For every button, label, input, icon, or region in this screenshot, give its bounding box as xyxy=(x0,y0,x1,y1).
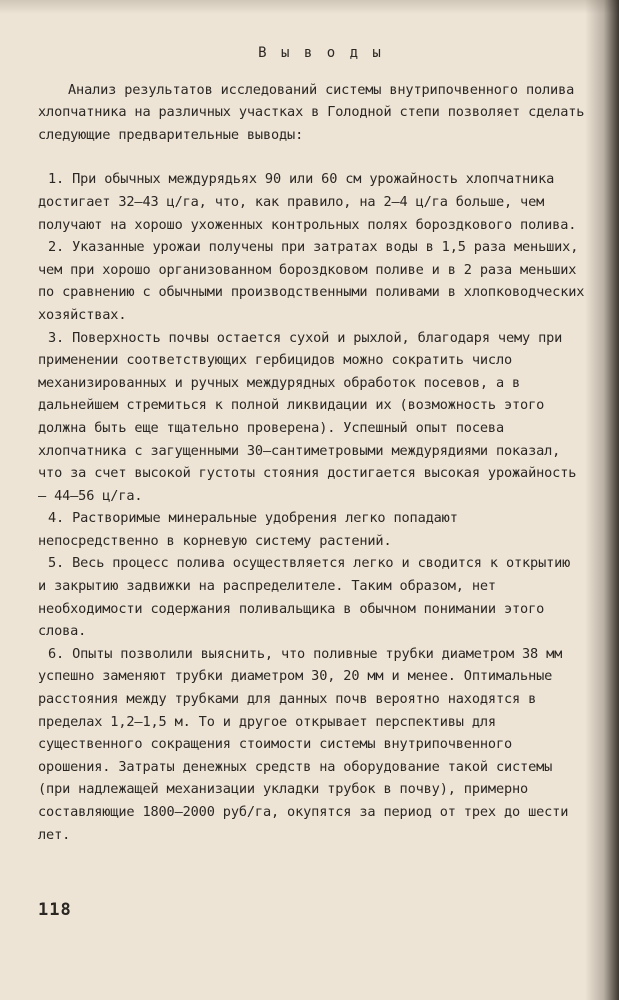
intro-paragraph: Анализ результатов исследований системы внутрипочвенного полива хлопчатника на различных участках в Голодной степи позволяет сделать следующие предварительные выводы: xyxy=(38,81,585,143)
paragraph-gap xyxy=(38,146,586,168)
conclusion-item-5: 5. Весь процесс полива осуществляется легко и сводится к открытию и закрытию задвижки на распределителе. Таким образом, нет необходимости содержания поливальщика в обычном понимании этого слова. xyxy=(38,555,571,640)
page-content xyxy=(38,42,586,846)
conclusion-item-4: 4. Растворимые минеральные удобрения легко попадают непосредственно в корневую систему растений. xyxy=(38,510,458,549)
page-title: В ы в о д ы xyxy=(258,45,384,61)
page-binding-shadow xyxy=(585,0,619,1000)
page-top-edge xyxy=(0,0,619,14)
conclusion-item-6: 6. Опыты позволили выяснить, что поливные трубки диаметром 38 мм успешно заменяют трубки диаметром 30, 20 мм и менее. Оптимальные расстояния между трубками для данных почв вероятно находятся в пределах 1,2–1,5 м. То и другое открывает перспективы для существенного сокращения стоимости системы внутрипочвенного орошения. Затраты денежных средств на оборудование такой системы (при надлежащей механизации укладки трубок в почву), примерно составляющие 1800–2000 руб/га, окупятся за период от трех до шести лет. xyxy=(38,645,569,843)
conclusion-item-3: 3. Поверхность почвы остается сухой и рыхлой, благодаря чему при применении соответствующих гербицидов можно сократить число механизированных и ручных междурядных обработок посевов, а в дальнейшем стремиться к полной ликвидации их (возможность этого должна быть еще тщательно проверена). Успешный опыт посева хлопчатника с загущенными 30–сантиметровыми междурядиями показал, что за счет высокой густоты стояния достигается высокая урожайность – 44–56 ц/га. xyxy=(38,329,577,504)
conclusion-item-1: 1. При обычных междурядьях 90 или 60 см урожайность хлопчатника достигает 32–43 ц/га, что, как правило, на 2–4 ц/га больше, чем получают на хорошо ухоженных контрольных полях бороздкового полива. xyxy=(38,171,577,233)
page-number: 118 xyxy=(38,900,72,920)
conclusion-item-2: 2. Указанные урожаи получены при затратах воды в 1,5 раза меньших, чем при хорошо организованном бороздковом поливе и в 2 раза меньших по сравнению с обычными производственными поливами в хлопководческих хозяйствах. xyxy=(38,239,585,323)
